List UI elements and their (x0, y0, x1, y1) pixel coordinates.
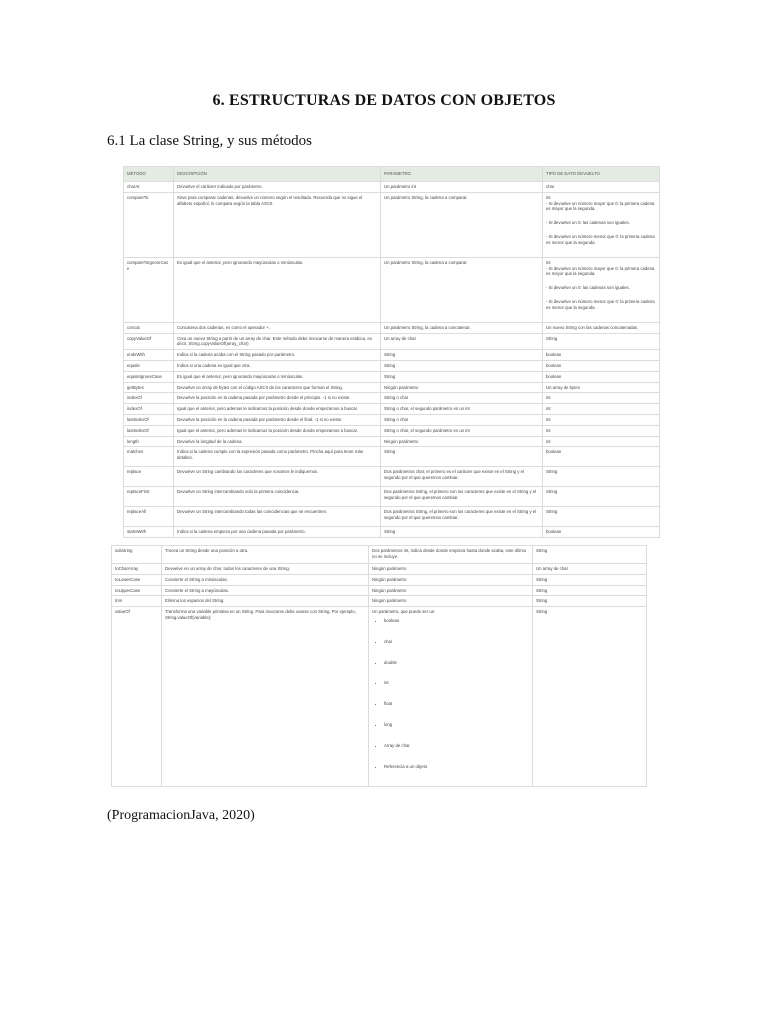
cell-parameter: Un parámetro int (381, 182, 543, 193)
cell-parameter: String (381, 371, 543, 382)
cell-method: replaceAll (124, 507, 174, 527)
cell-description: Es igual que el anterior, pero ignorando mayúsculas o minúsculas. (174, 371, 381, 382)
cell-method: charAt (124, 182, 174, 193)
table-row (124, 436, 660, 447)
list-item: • double (384, 660, 529, 666)
compare-less-detail: - Si devuelve un número menor que 0: la primera cadena es menor que la segunda. (546, 233, 655, 245)
cell-description: Devuelve la posición en la cadena pasada por parámetro desde el final. -1 si no existe. (174, 414, 381, 425)
cell-description: Convierte el String a mayúsculas. (162, 585, 369, 596)
string-methods-table-continued (111, 545, 647, 787)
cell-method: trim (112, 596, 162, 607)
return-type-text: int (546, 259, 551, 265)
header-return-type: TIPO DE DATO DEVUELTO (543, 167, 660, 182)
cell-description: Convierte el String a minúsculas. (162, 574, 369, 585)
cell-method: equals (124, 360, 174, 371)
list-item: • Array de char (384, 743, 529, 749)
cell-return-type: boolean (543, 447, 660, 467)
cell-parameter: Ningún parámetro (381, 436, 543, 447)
cell-description: Igual que el anterior, pero ademas le indicamos la posición desde donde empezamos a buscar. (174, 425, 381, 436)
cell-method: equalsIgnoreCase (124, 371, 174, 382)
cell-description: Indica si la cadena empieza por una cadena pasada por parámetro. (174, 527, 381, 538)
cell-parameter: String (381, 527, 543, 538)
compare-equal-detail: - Si devuelve un 0: las cadenas son iguales. (546, 285, 630, 291)
cell-return-type: int (543, 404, 660, 415)
cell-parameter: String o char (381, 393, 543, 404)
cell-parameter: String (381, 447, 543, 467)
cell-return-type: String (543, 487, 660, 507)
cell-description: Es igual que el anterior, pero ignorando mayúsculas o minúsculas. (174, 257, 381, 322)
table-header-row (124, 167, 660, 182)
cell-return-type: boolean (543, 360, 660, 371)
cell-method: indexOf (124, 393, 174, 404)
header-parameter: PARÁMETRO (381, 167, 543, 182)
table-row (124, 192, 660, 257)
cell-return-type: int (543, 414, 660, 425)
table-row (124, 487, 660, 507)
cell-method: matches (124, 447, 174, 467)
cell-description: Trocea un String desde una posición a otra. (162, 546, 369, 564)
cell-description: Indica si la cadena cumple con la expresión pasada como parámetro. Pincha aquí para tener más detalles. (174, 447, 381, 467)
cell-method: copyValueOf (124, 333, 174, 350)
list-item: • Referencia a un objeto (384, 764, 529, 770)
cell-method: replaceFirst (124, 487, 174, 507)
parameter-text: Un parámetro, que puede ser un: (372, 609, 436, 615)
table-row (124, 371, 660, 382)
table-row (124, 382, 660, 393)
cell-parameter: String o char (381, 414, 543, 425)
cell-return-type: String (543, 333, 660, 350)
list-item: • long (384, 722, 529, 728)
cell-method: lastIndexOf (124, 425, 174, 436)
header-description: DESCRIPCIÓN (174, 167, 381, 182)
cell-return-type: String (543, 507, 660, 527)
cell-return-type: String (543, 467, 660, 487)
cell-description: Devuelve en un array de char, todos los caracteres de una String. (162, 564, 369, 575)
cell-description: Devuelve un String cambiando los caracteres que nosotros le indiquemos. (174, 467, 381, 487)
cell-description: Crea un nuevo String a partir de un array de char. Este método debe invocarse de manera estática, es decir, String.copyValueOf(array_char) (174, 333, 381, 350)
table-row (124, 333, 660, 350)
cell-description: Devuelve un array de bytes con el código ASCII de los caracteres que forman el String. (174, 382, 381, 393)
cell-parameter: String (381, 360, 543, 371)
section-title: 6.1 La clase String, y sus métodos (107, 133, 312, 149)
cell-parameter: String (381, 350, 543, 361)
table-row (124, 414, 660, 425)
cell-method: endsWith (124, 350, 174, 361)
cell-parameter: Dos parámetros String, el primero son los caracteres que existe en el String y el segundo por el que queremos cambiar. (381, 487, 543, 507)
table-row (124, 393, 660, 404)
table-row (112, 596, 647, 607)
cell-description: Indica si la cadena acaba con el String pasado por parámetro. (174, 350, 381, 361)
table-row (124, 447, 660, 467)
cell-parameter: String o char, el segundo parámetro es un int (381, 425, 543, 436)
compare-greater-detail: - Si devuelve un número mayor que 0: la primera cadena es mayor que la segunda. (546, 265, 655, 277)
header-method: MÉTODO (124, 167, 174, 182)
cell-description: Devuelve un String intercambiando todas las coincidencias que se encuentren. (174, 507, 381, 527)
value-type-list (372, 618, 529, 769)
cell-parameter: Ningún parámetro (369, 596, 533, 607)
table-row (124, 350, 660, 361)
table-row (124, 360, 660, 371)
cell-parameter: Dos parámetros int, indica desde donde empieza hasta donde acaba, este último no se incluye. (369, 546, 533, 564)
page-title: 6. ESTRUCTURAS DE DATOS CON OBJETOS (212, 92, 556, 109)
cell-method: toUpperCase (112, 585, 162, 596)
cell-return-type: int (543, 393, 660, 404)
citation: (ProgramacionJava, 2020) (107, 808, 255, 823)
cell-return-type: int (543, 436, 660, 447)
cell-method: valueOf (112, 607, 162, 787)
list-item: • int (384, 680, 529, 686)
cell-method: indexOf (124, 404, 174, 415)
table-row (124, 527, 660, 538)
list-item: • float (384, 701, 529, 707)
cell-parameter: Dos parámetros char, el primero es el carácter que existe en el String y el segundo por el que queremos cambiar. (381, 467, 543, 487)
cell-description: Concatena dos cadenas, es como el operador +. (174, 322, 381, 333)
cell-parameter: Un parámetro String, la cadena a concatenar. (381, 322, 543, 333)
cell-method: startsWith (124, 527, 174, 538)
cell-method: concat (124, 322, 174, 333)
cell-method: getBytes (124, 382, 174, 393)
cell-return-type: boolean (543, 371, 660, 382)
cell-return-type: char (543, 182, 660, 193)
cell-return-type: String (533, 596, 647, 607)
table-row (124, 425, 660, 436)
cell-method: toCharArray (112, 564, 162, 575)
cell-description: Devuelve el carácter indicado por parámetro. (174, 182, 381, 193)
cell-description: Devuelve la longitud de la cadena. (174, 436, 381, 447)
cell-return-type: Un array de char (533, 564, 647, 575)
cell-method: length (124, 436, 174, 447)
cell-return-type: String (533, 585, 647, 596)
table-row (112, 564, 647, 575)
cell-return-type: String (533, 574, 647, 585)
cell-parameter: Un parámetro String, la cadena a comparar. (381, 192, 543, 257)
cell-description: Indica si una cadena es igual que otra. (174, 360, 381, 371)
cell-parameter: Ningún parámetro (369, 574, 533, 585)
cell-description: Devuelve la posición en la cadena pasada por parámetro desde el principio. -1 si no existe. (174, 393, 381, 404)
cell-parameter (369, 607, 533, 787)
cell-return-type: Un nuevo String con las cadenas concatenadas. (543, 322, 660, 333)
cell-method: replace (124, 467, 174, 487)
return-type-text: int (546, 194, 551, 200)
table-row (112, 607, 647, 787)
compare-equal-detail: - Si devuelve un 0: las cadenas son iguales. (546, 220, 630, 226)
string-methods-table (123, 166, 660, 538)
cell-return-type (543, 192, 660, 257)
cell-parameter: Ningún parámetro (369, 564, 533, 575)
cell-parameter: Dos parámetros String, el primero son los caracteres que existe en el String y el segundo por el que queremos cambiar. (381, 507, 543, 527)
cell-method: toLowerCase (112, 574, 162, 585)
cell-return-type (543, 257, 660, 322)
table-row (124, 182, 660, 193)
cell-parameter: Un parámetro String, la cadena a comparar. (381, 257, 543, 322)
table-row (112, 585, 647, 596)
cell-return-type: Un array de bytes (543, 382, 660, 393)
cell-parameter: Ningún parámetro (381, 382, 543, 393)
table-row (124, 507, 660, 527)
cell-return-type: int (543, 425, 660, 436)
cell-description: Devuelve un String intercambiando solo la primera coincidencia. (174, 487, 381, 507)
cell-return-type: boolean (543, 350, 660, 361)
table-row (112, 574, 647, 585)
table-row (124, 322, 660, 333)
table-row (124, 404, 660, 415)
list-item: • boolean (384, 618, 529, 624)
cell-method: lastIndexOf (124, 414, 174, 425)
cell-method: substring (112, 546, 162, 564)
table-row (124, 467, 660, 487)
cell-description: Sirve para comparar cadenas, devuelve un número según el resultado. Recuerda que no sigue el alfabeto español, lo compara según la tabla ASCII. (174, 192, 381, 257)
compare-less-detail: - Si devuelve un número menor que 0: la primera cadena es menor que la segunda. (546, 298, 655, 310)
cell-method: compareTo (124, 192, 174, 257)
table-row (124, 257, 660, 322)
cell-description: Elimina los espacios del String. (162, 596, 369, 607)
list-item: • char (384, 639, 529, 645)
cell-return-type: String (533, 607, 647, 787)
cell-method: compareToIgnoreCase (124, 257, 174, 322)
cell-parameter: Un array de char (381, 333, 543, 350)
compare-greater-detail: - Si devuelve un número mayor que 0: la primera cadena es mayor que la segunda. (546, 200, 655, 212)
cell-description: Transforma una variable primitiva en un String. Para invocarse debe usarse con String. Por ejemplo, String.valueOf(variable); (162, 607, 369, 787)
cell-parameter: String o char, el segundo parámetro es un int (381, 404, 543, 415)
cell-return-type: boolean (543, 527, 660, 538)
cell-description: Igual que el anterior, pero ademas le indicamos la posición desde donde empezamos a buscar. (174, 404, 381, 415)
table-row (112, 546, 647, 564)
cell-return-type: String (533, 546, 647, 564)
cell-parameter: Ningún parámetro (369, 585, 533, 596)
